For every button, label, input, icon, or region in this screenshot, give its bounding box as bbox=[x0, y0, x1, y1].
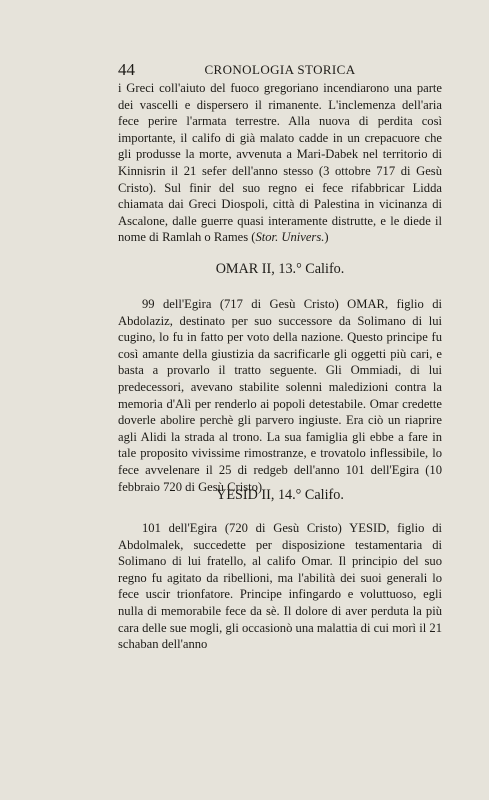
section-paragraph-omar bbox=[118, 296, 442, 495]
section-paragraph-yesid bbox=[118, 520, 442, 653]
citation: Stor. Univers. bbox=[255, 230, 325, 245]
citation-close: ) bbox=[324, 230, 329, 245]
continuation-text: i Greci coll'aiuto del fuoco gregoriano incendiarono una parte dei vascelli e dispersero il rimanente. L'inclemenza dell'aria fece perire l'armata terrestre. Alla nuova di perdita così importante, il califo di già malato cadde in un crepacuore che gli produsse la morte, avvenuta a Mari-Dabek nel territorio di Kinnisrin il 21 sefer dell'anno stesso (3 ottobre 717 di Gesù Cristo). Sul finir del suo regno ei fece rifabbricar Lidda chiamata dai Greci Diospoli, città di Palestina in vicinanza di Ascalone, dalle guerre quasi interamente distrutte, e le diede il nome di Ramlah o Rames ( bbox=[118, 81, 442, 245]
page-number: 44 bbox=[118, 60, 135, 79]
page-header bbox=[118, 60, 442, 78]
section-heading-yesid: YESID II, 14.° Califo. bbox=[216, 487, 344, 503]
section-heading-omar: OMAR II, 13.° Califo. bbox=[215, 261, 345, 277]
running-title: CRONOLOGIA STORICA bbox=[204, 62, 356, 77]
paragraph-yesid: 101 dell'Egira (720 di Gesù Cristo) YESID, figlio di Abdolmalek, succedette per disposizione testamentaria di Solimano di lui fratello, al califo Omar. Il principio del suo regno fu agitato da ribellioni, ma l'abilità dei suoi generali lo fece uscir trionfatore. Principe infingardo e voluttuoso, egli nulla di memorabile fece da sè. Il dolore di aver perduta la più cara delle sue mogli, gli occasionò una malattia di cui morì il 21 schaban dell'anno bbox=[118, 521, 442, 652]
paragraph-omar: 99 dell'Egira (717 di Gesù Cristo) OMAR, figlio di Abdolaziz, destinato per suo successore da Solimano di lui cugino, lo fu in fatto per voto della nazione. Questo principe fu così amante della giustizia da sacrificarle gli oggetti più cari, e basta a provarlo il tratto seguente. Gli Ommiadi, di lui predecessori, avevano stabilite solenni maledizioni contra la memoria d'Alì per renderlo ai popoli detestabile. Omar credette doverle abolire perchè gli parvero ingiuste. Era ciò un riaprire agli Alidi la strada al trono. La sua famiglia gli ebbe a fare in tale proposito vivissime rimostranze, e trovatolo inflessibile, lo fece avvelenare il 25 di redgeb dell'anno 101 dell'Egira (10 febbraio 720 di Gesù Cristo). bbox=[118, 297, 442, 494]
continuation-paragraph bbox=[118, 80, 442, 246]
